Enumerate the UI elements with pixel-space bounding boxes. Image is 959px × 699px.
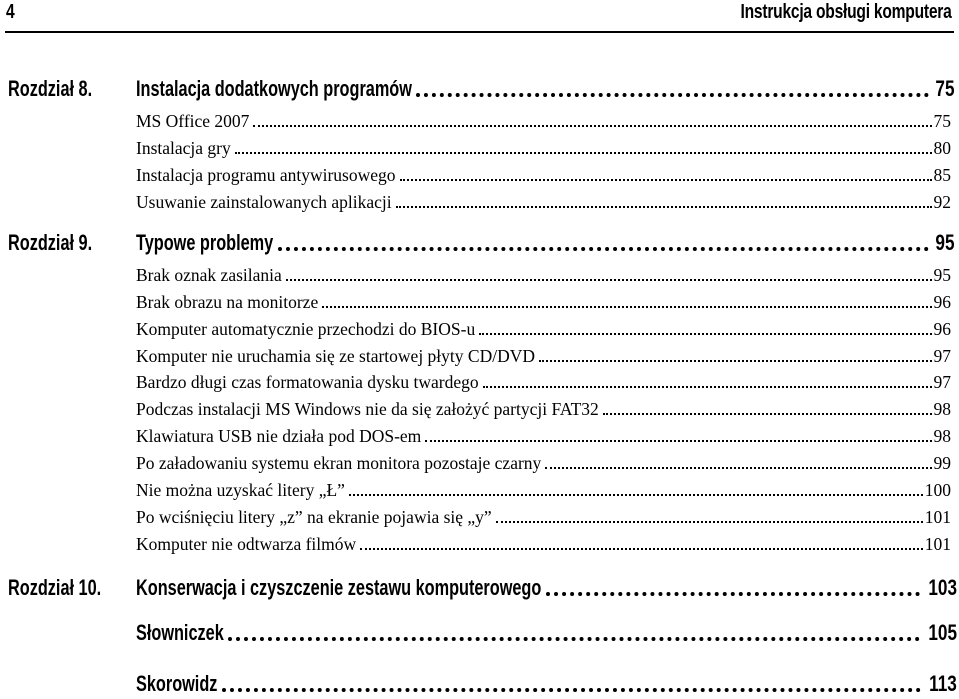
dot-leader [228, 637, 920, 641]
section-entry[interactable] [136, 318, 951, 339]
toc-section-row [0, 342, 959, 368]
section-title: Brak obrazu na monitorze [136, 291, 319, 312]
section-title: Komputer automatycznie przechodzi do BIOS-u [136, 318, 476, 339]
section-page-number: 92 [933, 191, 951, 212]
section-entry[interactable] [136, 291, 951, 312]
toc-section-row [0, 422, 959, 448]
chapter-title: Konserwacja i czyszczenie zestawu komputerowego [136, 575, 542, 600]
toc-section-row [0, 134, 959, 160]
chapter-page-number: 105 [928, 620, 958, 645]
chapter-entry[interactable] [136, 230, 955, 255]
toc-section-row [0, 161, 959, 187]
dot-leader [603, 413, 932, 415]
chapter-entry[interactable] [136, 671, 957, 696]
chapter-entry[interactable] [136, 620, 958, 645]
section-page-number: 101 [924, 506, 951, 527]
dot-leader [425, 440, 931, 442]
dot-leader [278, 247, 929, 251]
section-entry[interactable] [136, 345, 951, 366]
toc-chapter-row [0, 671, 959, 697]
section-page-number: 80 [933, 137, 951, 158]
dot-leader [322, 306, 931, 308]
section-page-number: 98 [933, 425, 951, 446]
chapter-title: Skorowidz [136, 671, 218, 696]
section-title: Nie można uzyskać litery „Ł” [136, 479, 345, 500]
chapter-title: Instalacja dodatkowych programów [136, 76, 412, 101]
chapter-label: Rozdział 9. [8, 230, 93, 255]
section-entry[interactable] [136, 452, 951, 473]
section-entry[interactable] [136, 479, 951, 500]
section-page-number: 99 [933, 452, 951, 473]
section-entry[interactable] [136, 398, 951, 419]
dot-leader [546, 592, 920, 596]
dot-leader [222, 688, 921, 692]
section-entry[interactable] [136, 533, 951, 554]
dot-leader [349, 494, 923, 496]
page-number: 4 [6, 1, 15, 23]
dot-leader [539, 360, 932, 362]
chapter-title: Słowniczek [136, 620, 224, 645]
chapter-entry[interactable] [136, 575, 958, 600]
section-title: Podczas instalacji MS Windows nie da się założyć partycji FAT32 [136, 398, 599, 419]
dot-leader [396, 206, 932, 208]
section-page-number: 97 [933, 371, 951, 392]
section-entry[interactable] [136, 371, 951, 392]
toc-section-row [0, 503, 959, 529]
section-entry[interactable] [136, 164, 951, 185]
section-page-number: 75 [933, 110, 951, 131]
toc-section-row [0, 530, 959, 556]
dot-leader [496, 521, 923, 523]
toc-section-row [0, 368, 959, 394]
toc-chapter-row [0, 575, 959, 601]
page-header [0, 0, 959, 34]
chapter-label: Rozdział 10. [8, 575, 102, 600]
header-rule [5, 31, 954, 33]
dot-leader [416, 93, 929, 97]
chapter-label: Rozdział 8. [8, 76, 93, 101]
toc-chapter-row [0, 230, 959, 256]
section-entry[interactable] [136, 137, 951, 158]
section-title: Klawiatura USB nie działa pod DOS-em [136, 425, 422, 446]
section-title: Komputer nie odtwarza filmów [136, 533, 357, 554]
chapter-page-number: 75 [935, 76, 955, 101]
section-page-number: 101 [924, 533, 951, 554]
section-title: Po wciśnięciu litery „z” na ekranie pojawia się „y” [136, 506, 492, 527]
dot-leader [483, 386, 932, 388]
toc-section-row [0, 107, 959, 133]
chapter-page-number: 95 [935, 230, 955, 255]
section-page-number: 97 [933, 345, 951, 366]
dot-leader [400, 179, 932, 181]
section-title: Brak oznak zasilania [136, 264, 282, 285]
chapter-entry[interactable] [136, 76, 955, 101]
section-page-number: 95 [933, 264, 951, 285]
section-entry[interactable] [136, 110, 951, 131]
toc-section-row [0, 261, 959, 287]
chapter-title: Typowe problemy [136, 230, 274, 255]
toc-section-row [0, 315, 959, 341]
section-page-number: 96 [933, 291, 951, 312]
dot-leader [235, 152, 932, 154]
section-title: Po załadowaniu systemu ekran monitora pozostaje czarny [136, 452, 542, 473]
dot-leader [253, 125, 931, 127]
dot-leader [545, 467, 931, 469]
toc-chapter-row [0, 76, 959, 102]
toc-section-row [0, 288, 959, 314]
chapter-page-number: 113 [929, 671, 957, 696]
section-title: Instalacja gry [136, 137, 231, 158]
chapter-page-number: 103 [928, 575, 958, 600]
section-title: Bardzo długi czas formatowania dysku twardego [136, 371, 479, 392]
section-title: Usuwanie zainstalowanych aplikacji [136, 191, 392, 212]
dot-leader [479, 333, 931, 335]
section-page-number: 98 [933, 398, 951, 419]
book-title: Instrukcja obsługi komputera [740, 1, 952, 23]
section-page-number: 100 [924, 479, 951, 500]
toc-chapter-row [0, 620, 959, 646]
section-title: Instalacja programu antywirusowego [136, 164, 396, 185]
section-entry[interactable] [136, 191, 951, 212]
toc-section-row [0, 188, 959, 214]
dot-leader [360, 548, 923, 550]
section-page-number: 96 [933, 318, 951, 339]
toc-section-row [0, 395, 959, 421]
section-entry[interactable] [136, 264, 951, 285]
section-entry[interactable] [136, 425, 951, 446]
section-entry[interactable] [136, 506, 951, 527]
toc-section-row [0, 476, 959, 502]
dot-leader [286, 279, 932, 281]
section-title: Komputer nie uruchamia się ze startowej płyty CD/DVD [136, 345, 535, 366]
toc-section-row [0, 449, 959, 475]
section-title: MS Office 2007 [136, 110, 250, 131]
section-page-number: 85 [933, 164, 951, 185]
